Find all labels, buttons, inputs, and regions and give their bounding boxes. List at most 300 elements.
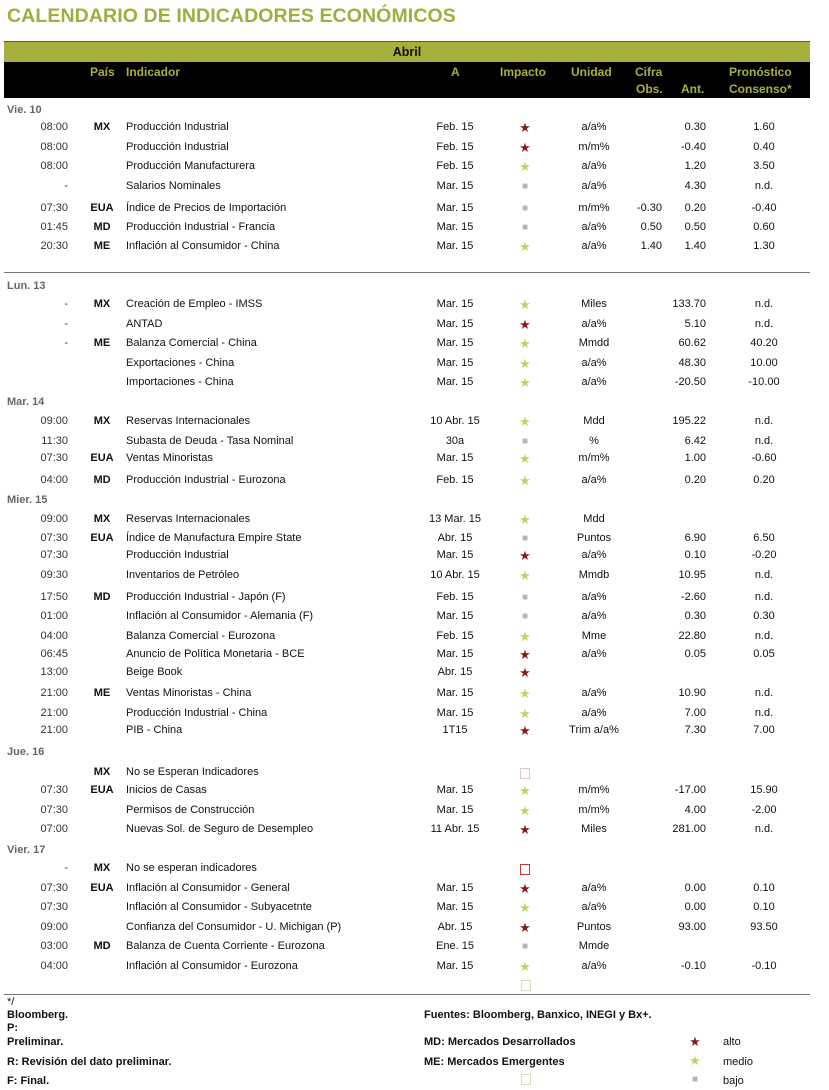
month-bar: Abril xyxy=(4,42,810,62)
row-country: MX xyxy=(93,298,111,310)
row-indicator: Ventas Minoristas xyxy=(126,452,213,464)
row-forecast: -0.10 xyxy=(751,960,777,972)
row-unit: a/a% xyxy=(581,357,607,369)
row-indicator: Producción Manufacturera xyxy=(126,160,256,172)
row-previous: -0.40 xyxy=(680,141,706,153)
row-unit: Miles xyxy=(581,298,607,310)
row-unit: Mmdd xyxy=(578,337,610,349)
footer-divider xyxy=(4,994,810,995)
section-divider xyxy=(4,272,810,273)
row-previous: -17.00 xyxy=(674,784,706,796)
day-label: Lun. 13 xyxy=(7,280,46,292)
row-indicator: Ventas Minoristas - China xyxy=(126,687,252,699)
row-unit: a/a% xyxy=(581,180,607,192)
row-previous: 6.90 xyxy=(684,532,706,544)
star-medium-icon: ★ xyxy=(519,375,531,390)
row-period: 11 Abr. 15 xyxy=(430,823,480,835)
row-indicator: No se Esperan Indicadores xyxy=(126,766,259,778)
row-previous: 281.00 xyxy=(672,823,706,835)
row-indicator: Confianza del Consumidor - U. Michigan (P) xyxy=(126,921,342,933)
row-time: 07:30 xyxy=(40,452,68,464)
row-country: ME xyxy=(93,337,111,349)
row-forecast: n.d. xyxy=(754,630,774,642)
row-indicator: Producción Industrial xyxy=(126,549,229,561)
row-period: Feb. 15 xyxy=(436,474,474,486)
row-time: 07:30 xyxy=(40,784,68,796)
star-high-icon: ★ xyxy=(519,822,531,837)
row-unit: a/a% xyxy=(581,882,607,894)
row-forecast: 1.30 xyxy=(753,240,775,252)
row-unit: a/a% xyxy=(581,707,607,719)
row-country: MX xyxy=(93,513,111,525)
footnote-bloomberg: Bloomberg. xyxy=(7,1009,69,1021)
header-pronostico: Pronóstico xyxy=(729,65,792,79)
row-time: 06:45 xyxy=(40,648,68,660)
star-high-icon: ★ xyxy=(519,881,531,896)
row-time: - xyxy=(64,862,68,874)
row-previous: 0.20 xyxy=(684,202,706,214)
row-time: 09:30 xyxy=(40,569,68,581)
row-time: 07:30 xyxy=(40,532,68,544)
star-medium-icon: ★ xyxy=(519,473,531,488)
row-period: 10 Abr. 15 xyxy=(430,415,480,427)
row-period: Mar. 15 xyxy=(436,298,474,310)
sources-note: Fuentes: Bloomberg, Banxico, INEGI y Bx+. xyxy=(424,1009,652,1021)
row-time: 13:00 xyxy=(40,666,68,678)
row-forecast: 7.00 xyxy=(753,724,775,736)
row-period: Mar. 15 xyxy=(436,804,474,816)
row-time: 03:00 xyxy=(40,940,68,952)
row-forecast: n.d. xyxy=(754,707,774,719)
row-unit: a/a% xyxy=(581,160,607,172)
row-indicator: Anuncio de Política Monetaria - BCE xyxy=(126,648,305,660)
row-forecast: 0.05 xyxy=(753,648,775,660)
row-indicator: Salarios Nominales xyxy=(126,180,221,192)
header-pais: País xyxy=(90,65,115,79)
row-previous: 7.30 xyxy=(684,724,706,736)
row-forecast: n.d. xyxy=(754,823,774,835)
empty-box-icon xyxy=(513,766,537,779)
row-forecast: 1.60 xyxy=(753,121,775,133)
row-time: 09:00 xyxy=(40,513,68,525)
row-unit: % xyxy=(589,435,599,447)
row-previous: 6.42 xyxy=(684,435,706,447)
row-indicator: Producción Industrial - Japón (F) xyxy=(126,591,286,603)
star-medium-icon: ★ xyxy=(519,414,531,429)
star-medium-icon: ★ xyxy=(519,297,531,312)
row-indicator: Inicios de Casas xyxy=(126,784,207,796)
row-time: 07:30 xyxy=(40,804,68,816)
row-previous: 22.80 xyxy=(678,630,706,642)
row-indicator: Creación de Empleo - IMSS xyxy=(126,298,263,310)
star-medium-icon: ★ xyxy=(519,159,531,174)
day-label: Mier. 15 xyxy=(7,494,48,506)
row-unit: Trim a/a% xyxy=(569,724,619,736)
row-period: 13 Mar. 15 xyxy=(429,513,481,525)
row-previous: 5.10 xyxy=(684,318,706,330)
star-medium-icon: ★ xyxy=(519,512,531,527)
footnote-marker: */ xyxy=(7,996,15,1008)
star-medium-icon: ★ xyxy=(519,568,531,583)
row-period: Mar. 15 xyxy=(436,357,474,369)
row-period: Mar. 15 xyxy=(436,610,474,622)
row-unit: m/m% xyxy=(578,804,610,816)
square-low-icon: ■ xyxy=(521,592,529,603)
table-header xyxy=(4,62,810,98)
row-unit: m/m% xyxy=(578,202,610,214)
row-country: MX xyxy=(93,121,111,133)
star-high-icon: ★ xyxy=(519,548,531,563)
row-previous: 4.00 xyxy=(684,804,706,816)
row-time: 21:00 xyxy=(40,687,68,699)
row-unit: Puntos xyxy=(576,921,612,933)
row-period: Feb. 15 xyxy=(436,630,474,642)
row-unit: a/a% xyxy=(581,648,607,660)
row-previous: -20.50 xyxy=(674,376,706,388)
row-period: Feb. 15 xyxy=(436,160,474,172)
star-medium-icon: ★ xyxy=(519,706,531,721)
row-period: Mar. 15 xyxy=(436,784,474,796)
row-unit: a/a% xyxy=(581,687,607,699)
row-time: 07:00 xyxy=(40,823,68,835)
row-indicator: Producción Industrial xyxy=(126,121,229,133)
row-country: EUA xyxy=(90,202,114,214)
row-indicator: Exportaciones - China xyxy=(126,357,235,369)
row-period: Mar. 15 xyxy=(436,240,474,252)
row-unit: a/a% xyxy=(581,121,607,133)
row-time: 04:00 xyxy=(40,474,68,486)
row-period: Mar. 15 xyxy=(436,882,474,894)
row-unit: a/a% xyxy=(581,318,607,330)
row-country: MX xyxy=(93,766,111,778)
row-forecast: 0.10 xyxy=(753,882,775,894)
row-time: 04:00 xyxy=(40,630,68,642)
row-indicator: Producción Industrial xyxy=(126,141,229,153)
row-time: 08:00 xyxy=(40,121,68,133)
row-indicator: ANTAD xyxy=(126,318,163,330)
row-period: Feb. 15 xyxy=(436,121,474,133)
row-forecast: 10.00 xyxy=(750,357,778,369)
star-medium-icon: ★ xyxy=(689,1053,701,1068)
star-medium-icon: ★ xyxy=(519,629,531,644)
row-indicator: Reservas Internacionales xyxy=(126,415,251,427)
row-forecast: n.d. xyxy=(754,569,774,581)
row-forecast: 40.20 xyxy=(750,337,778,349)
row-time: 17:50 xyxy=(40,591,68,603)
row-previous: 7.00 xyxy=(684,707,706,719)
footnote-preliminar: Preliminar. xyxy=(7,1036,64,1048)
row-observed: 1.40 xyxy=(640,240,662,252)
square-low-icon: ■ xyxy=(521,611,529,622)
row-indicator: Inflación al Consumidor - Subyacetnte xyxy=(126,901,312,913)
row-unit: Mme xyxy=(581,630,607,642)
row-previous: 4.30 xyxy=(684,180,706,192)
row-country: EUA xyxy=(90,784,114,796)
row-forecast: n.d. xyxy=(754,298,774,310)
row-indicator: Reservas Internacionales xyxy=(126,513,251,525)
star-high-icon: ★ xyxy=(689,1034,701,1049)
row-previous: 0.30 xyxy=(684,610,706,622)
row-unit: Mdd xyxy=(583,513,605,525)
row-observed: 0.50 xyxy=(640,221,662,233)
square-low-icon: ■ xyxy=(521,181,529,192)
row-period: Mar. 15 xyxy=(436,318,474,330)
row-country: EUA xyxy=(90,452,114,464)
row-previous: 48.30 xyxy=(678,357,706,369)
row-indicator: Índice de Manufactura Empire State xyxy=(126,532,302,544)
legend-me: ME: Mercados Emergentes xyxy=(424,1056,565,1068)
row-period: Mar. 15 xyxy=(436,901,474,913)
row-previous: -2.60 xyxy=(680,591,706,603)
row-previous: 0.20 xyxy=(684,474,706,486)
row-country: MX xyxy=(93,415,111,427)
row-indicator: Nuevas Sol. de Seguro de Desempleo xyxy=(126,823,314,835)
row-unit: a/a% xyxy=(581,376,607,388)
row-time: 11:30 xyxy=(41,435,68,447)
row-forecast: 6.50 xyxy=(753,532,775,544)
legend-bajo: bajo xyxy=(723,1075,744,1087)
row-forecast: -2.00 xyxy=(751,804,777,816)
row-period: Mar. 15 xyxy=(436,549,474,561)
row-forecast: 15.90 xyxy=(750,784,778,796)
row-unit: m/m% xyxy=(578,452,610,464)
row-time: - xyxy=(64,180,68,192)
day-label: Vie. 10 xyxy=(7,104,42,116)
row-time: 01:45 xyxy=(40,221,68,233)
row-period: Mar. 15 xyxy=(436,202,474,214)
row-period: Mar. 15 xyxy=(436,648,474,660)
header-impacto: Impacto xyxy=(500,65,547,79)
row-time: 21:00 xyxy=(40,707,68,719)
row-forecast: -0.60 xyxy=(751,452,777,464)
row-previous: 133.70 xyxy=(672,298,706,310)
row-previous: 60.62 xyxy=(678,337,706,349)
row-period: Mar. 15 xyxy=(436,337,474,349)
row-indicator: Índice de Precios de Importación xyxy=(126,202,287,214)
row-country: MD xyxy=(93,591,111,603)
row-country: EUA xyxy=(90,532,114,544)
square-low-icon: ■ xyxy=(521,222,529,233)
row-period: Mar. 15 xyxy=(436,180,474,192)
row-time: 08:00 xyxy=(40,141,68,153)
row-unit: Mmde xyxy=(578,940,610,952)
header-a: A xyxy=(451,65,460,79)
row-indicator: Inflación al Consumidor - General xyxy=(126,882,290,894)
row-period: Feb. 15 xyxy=(436,141,474,153)
row-forecast: n.d. xyxy=(754,687,774,699)
row-period: Mar. 15 xyxy=(436,687,474,699)
row-forecast: -0.40 xyxy=(751,202,777,214)
legend-md: MD: Mercados Desarrollados xyxy=(424,1036,576,1048)
row-indicator: Inflación al Consumidor - Alemania (F) xyxy=(126,610,314,622)
row-forecast: n.d. xyxy=(754,318,774,330)
row-indicator: Inflación al Consumidor - China xyxy=(126,240,280,252)
row-indicator: Balanza de Cuenta Corriente - Eurozona xyxy=(126,940,325,952)
row-previous: 0.00 xyxy=(684,901,706,913)
star-high-icon: ★ xyxy=(519,120,531,135)
empty-box-icon xyxy=(513,862,537,875)
row-previous: 1.40 xyxy=(684,240,706,252)
row-previous: 0.30 xyxy=(684,121,706,133)
row-previous: -0.10 xyxy=(680,960,706,972)
row-indicator: Balanza Comercial - Eurozona xyxy=(126,630,276,642)
row-period: Ene. 15 xyxy=(436,940,474,952)
square-low-icon: ■ xyxy=(521,941,529,952)
star-high-icon: ★ xyxy=(519,140,531,155)
row-forecast: 0.20 xyxy=(753,474,775,486)
row-previous: 0.50 xyxy=(684,221,706,233)
row-indicator: Producción Industrial - China xyxy=(126,707,268,719)
row-forecast: 93.50 xyxy=(750,921,778,933)
row-country: MD xyxy=(93,474,111,486)
empty-box-icon xyxy=(521,1074,531,1085)
row-period: Mar. 15 xyxy=(436,960,474,972)
row-country: MD xyxy=(93,940,111,952)
row-forecast: 0.60 xyxy=(753,221,775,233)
empty-box-icon xyxy=(521,980,531,991)
row-period: Abr. 15 xyxy=(437,666,473,678)
row-time: 04:00 xyxy=(40,960,68,972)
star-medium-icon: ★ xyxy=(519,900,531,915)
row-forecast: 0.30 xyxy=(753,610,775,622)
square-low-icon: ■ xyxy=(521,533,529,544)
row-previous: 10.95 xyxy=(678,569,706,581)
star-high-icon: ★ xyxy=(519,317,531,332)
legend-medio: medio xyxy=(723,1056,753,1068)
row-country: MD xyxy=(93,221,111,233)
row-time: 01:00 xyxy=(40,610,68,622)
star-medium-icon: ★ xyxy=(519,451,531,466)
row-period: Mar. 15 xyxy=(436,452,474,464)
row-indicator: Beige Book xyxy=(126,666,183,678)
row-forecast: n.d. xyxy=(754,435,774,447)
star-medium-icon: ★ xyxy=(519,356,531,371)
row-time: 21:00 xyxy=(40,724,68,736)
row-time: 07:30 xyxy=(40,882,68,894)
row-indicator: Inflación al Consumidor - Eurozona xyxy=(126,960,298,972)
row-forecast: -10.00 xyxy=(748,376,780,388)
row-previous: 0.05 xyxy=(684,648,706,660)
footnote-revision: R: Revisión del dato preliminar. xyxy=(7,1056,172,1068)
row-period: 10 Abr. 15 xyxy=(430,569,480,581)
row-period: Mar. 15 xyxy=(436,376,474,388)
row-forecast: -0.20 xyxy=(751,549,777,561)
square-low-icon: ■ xyxy=(521,203,529,214)
row-period: Mar. 15 xyxy=(436,221,474,233)
row-previous: 0.00 xyxy=(684,882,706,894)
row-country: ME xyxy=(93,687,111,699)
row-country: ME xyxy=(93,240,111,252)
day-label: Vier. 17 xyxy=(7,844,46,856)
row-country: EUA xyxy=(90,882,114,894)
row-previous: 0.10 xyxy=(684,549,706,561)
square-low-icon: ■ xyxy=(691,1074,699,1085)
star-medium-icon: ★ xyxy=(519,959,531,974)
footnote-p: P: xyxy=(7,1022,18,1034)
row-time: 07:30 xyxy=(40,901,68,913)
row-time: 08:00 xyxy=(40,160,68,172)
row-period: Mar. 15 xyxy=(436,707,474,719)
row-time: - xyxy=(64,337,68,349)
row-unit: m/m% xyxy=(578,784,610,796)
star-medium-icon: ★ xyxy=(519,803,531,818)
row-indicator: Producción Industrial - Francia xyxy=(126,221,276,233)
header-indicador: Indicador xyxy=(126,65,181,79)
row-previous: 10.90 xyxy=(678,687,706,699)
row-unit: a/a% xyxy=(581,591,607,603)
star-medium-icon: ★ xyxy=(519,336,531,351)
row-forecast: n.d. xyxy=(754,415,774,427)
row-unit: a/a% xyxy=(581,221,607,233)
row-unit: Miles xyxy=(581,823,607,835)
row-unit: Mmdb xyxy=(578,569,610,581)
row-forecast: n.d. xyxy=(754,180,774,192)
row-indicator: Producción Industrial - Eurozona xyxy=(126,474,286,486)
row-period: 1T15 xyxy=(442,724,468,736)
header-consenso: Consenso* xyxy=(729,82,792,96)
row-unit: Mdd xyxy=(583,415,605,427)
row-unit: a/a% xyxy=(581,610,607,622)
page-title: CALENDARIO DE INDICADORES ECONÓMICOS xyxy=(7,5,456,27)
day-label: Mar. 14 xyxy=(7,396,45,408)
legend-alto: alto xyxy=(723,1036,741,1048)
row-period: Abr. 15 xyxy=(437,532,473,544)
header-cifra: Cifra xyxy=(635,65,663,79)
row-unit: a/a% xyxy=(581,901,607,913)
row-time: - xyxy=(64,298,68,310)
row-period: 30a xyxy=(445,435,465,447)
row-period: Feb. 15 xyxy=(436,591,474,603)
row-previous: 93.00 xyxy=(678,921,706,933)
row-previous: 1.00 xyxy=(684,452,706,464)
row-observed: -0.30 xyxy=(636,202,662,214)
row-unit: a/a% xyxy=(581,960,607,972)
row-unit: a/a% xyxy=(581,240,607,252)
row-forecast: 0.40 xyxy=(753,141,775,153)
row-time: 07:30 xyxy=(40,549,68,561)
header-obs: Obs. xyxy=(636,82,663,96)
row-previous: 195.22 xyxy=(672,415,706,427)
row-forecast: 3.50 xyxy=(753,160,775,172)
row-unit: a/a% xyxy=(581,474,607,486)
star-medium-icon: ★ xyxy=(519,239,531,254)
header-unidad: Unidad xyxy=(571,65,612,79)
header-ant: Ant. xyxy=(681,82,705,96)
row-unit: Puntos xyxy=(576,532,612,544)
star-high-icon: ★ xyxy=(519,723,531,738)
footnote-final: F: Final. xyxy=(7,1075,50,1087)
row-indicator: Permisos de Construcción xyxy=(126,804,255,816)
row-indicator: Subasta de Deuda - Tasa Nominal xyxy=(126,435,294,447)
row-indicator: Inventarios de Petróleo xyxy=(126,569,240,581)
star-high-icon: ★ xyxy=(519,920,531,935)
row-time: 07:30 xyxy=(40,202,68,214)
row-country: MX xyxy=(93,862,111,874)
day-label: Jue. 16 xyxy=(7,746,45,758)
star-medium-icon: ★ xyxy=(519,686,531,701)
row-time: 09:00 xyxy=(40,415,68,427)
star-medium-icon: ★ xyxy=(519,783,531,798)
row-forecast: n.d. xyxy=(754,591,774,603)
row-time: 20:30 xyxy=(40,240,68,252)
star-high-icon: ★ xyxy=(519,665,531,680)
row-indicator: Balanza Comercial - China xyxy=(126,337,257,349)
row-period: Abr. 15 xyxy=(437,921,473,933)
row-time: 09:00 xyxy=(40,921,68,933)
row-indicator: No se esperan indicadores xyxy=(126,862,257,874)
row-time: - xyxy=(64,318,68,330)
row-indicator: Importaciones - China xyxy=(126,376,234,388)
